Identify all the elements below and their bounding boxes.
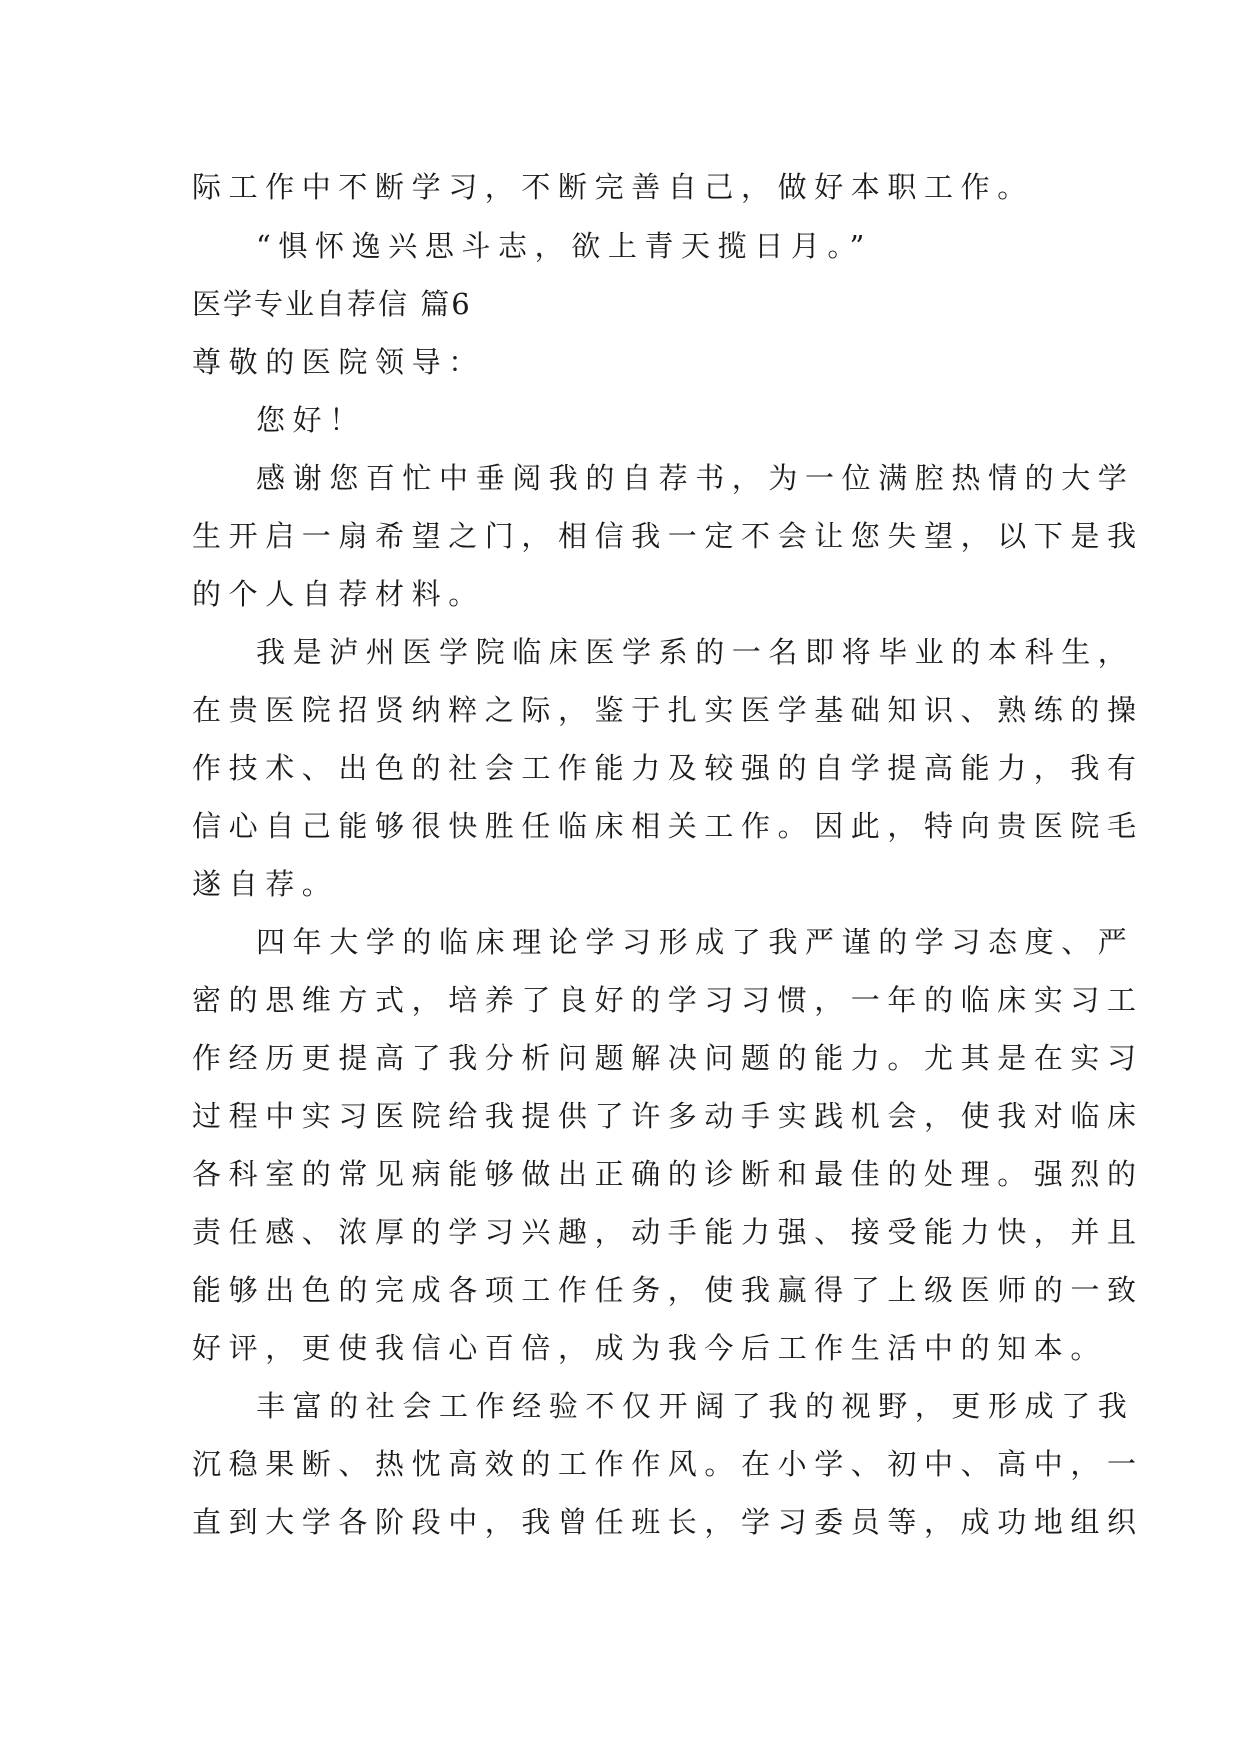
- quote-line: “惧怀逸兴思斗志，欲上青天揽日月。”: [256, 229, 872, 263]
- text-line: 感谢您百忙中垂阅我的自荐书，为一位满腔热情的大学: [256, 461, 1135, 495]
- text-line: 过程中实习医院给我提供了许多动手实践机会，使我对临床: [192, 1099, 1144, 1133]
- section-heading: 医学专业自荐信 篇6: [192, 287, 472, 321]
- text-line: 好评，更使我信心百倍，成为我今后工作生活中的知本。: [192, 1331, 1108, 1365]
- greeting: 您好！: [256, 403, 366, 437]
- text-line: 能够出色的完成各项工作任务，使我赢得了上级医师的一致: [192, 1273, 1144, 1307]
- text-line: 信心自己能够很快胜任临床相关工作。因此，特向贵医院毛: [192, 809, 1144, 843]
- text-line: 四年大学的临床理论学习形成了我严谨的学习态度、严: [256, 925, 1135, 959]
- text-line: 丰富的社会工作经验不仅开阔了我的视野，更形成了我: [256, 1389, 1135, 1423]
- text-line: 各科室的常见病能够做出正确的诊断和最佳的处理。强烈的: [192, 1157, 1144, 1191]
- text-line: 沉稳果断、热忱高效的工作作风。在小学、初中、高中，一: [192, 1447, 1144, 1481]
- text-line: 遂自荐。: [192, 867, 339, 901]
- text-line: 密的思维方式，培养了良好的学习习惯，一年的临床实习工: [192, 983, 1144, 1017]
- text-line: 生开启一扇希望之门，相信我一定不会让您失望，以下是我: [192, 519, 1144, 553]
- text-line: 责任感、浓厚的学习兴趣，动手能力强、接受能力快，并且: [192, 1215, 1144, 1249]
- text-line: 作技术、出色的社会工作能力及较强的自学提高能力，我有: [192, 751, 1144, 785]
- text-line: 在贵医院招贤纳粹之际，鉴于扎实医学基础知识、熟练的操: [192, 693, 1144, 727]
- text-line: 直到大学各阶段中，我曾任班长，学习委员等，成功地组织: [192, 1505, 1144, 1539]
- salutation: 尊敬的医院领导：: [192, 345, 485, 379]
- text-line: 的个人自荐材料。: [192, 577, 485, 611]
- text-line: 我是泸州医学院临床医学系的一名即将毕业的本科生，: [256, 635, 1135, 669]
- text-line: 际工作中不断学习，不断完善自己，做好本职工作。: [192, 170, 1034, 204]
- text-line: 作经历更提高了我分析问题解决问题的能力。尤其是在实习: [192, 1041, 1144, 1075]
